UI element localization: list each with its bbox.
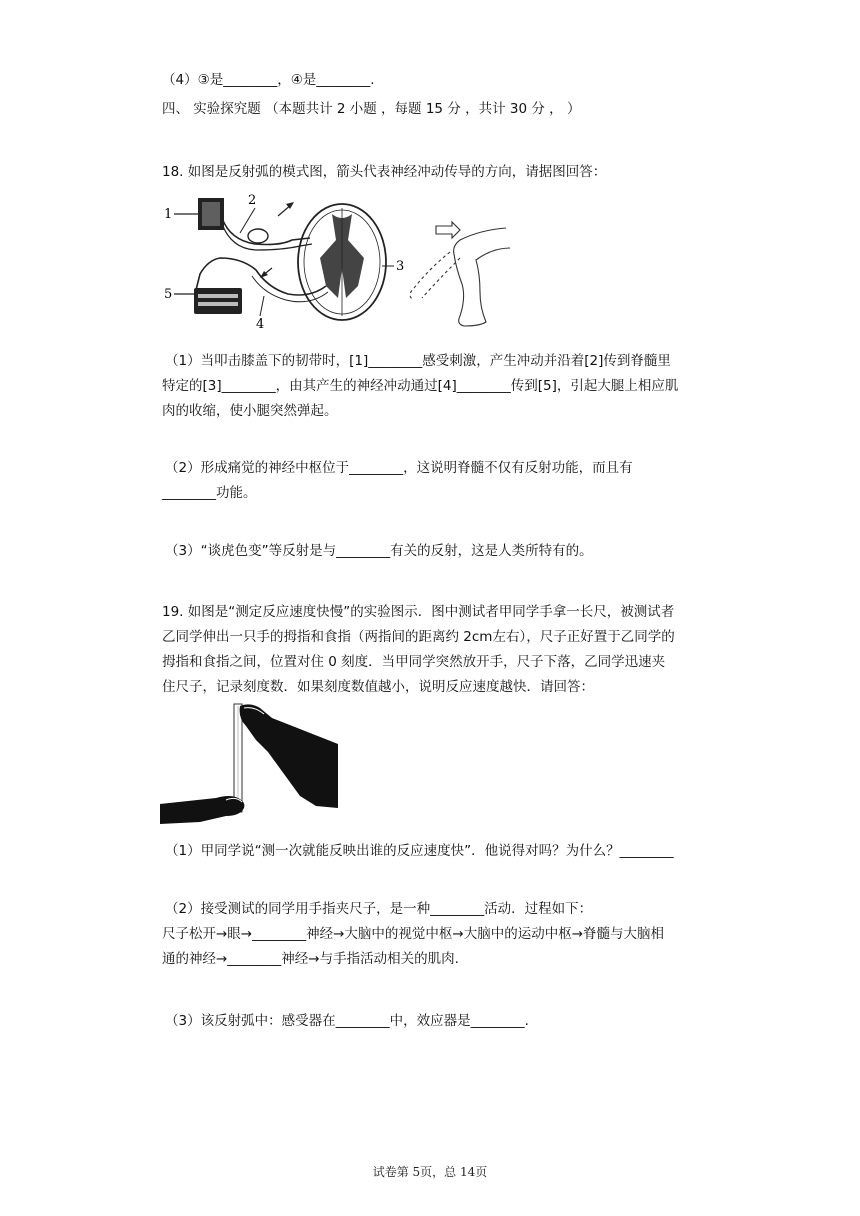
leg-sketch — [410, 222, 510, 326]
label-5: 5 — [164, 287, 173, 302]
label-2: 2 — [248, 193, 257, 208]
q18-part2-line1: （2）形成痛觉的神经中枢位于________，这说明脊髓不仅有反射功能，而且有 — [165, 460, 633, 476]
q19-stem-line1: 19. 如图是“测定反应速度快慢”的实验图示．图中测试者甲同学手拿一长尺，被测试者 — [162, 604, 675, 620]
q18-stem: 18. 如图是反射弧的模式图，箭头代表神经冲动传导的方向，请据图回答： — [162, 164, 607, 180]
reflex-arc-figure — [160, 188, 512, 334]
page-footer: 试卷第 5页，总 14页 — [372, 1165, 488, 1179]
q19-stem-line3: 拇指和食指之间，位置对住 0 刻度．当甲同学突然放开手，尺子下落，乙同学迅速夹 — [162, 654, 666, 670]
q19-part2-line1: （2）接受测试的同学用手指夹尺子，是一种________活动．过程如下： — [165, 901, 593, 917]
label-4: 4 — [256, 317, 265, 332]
q18-part1-line3: 肉的收缩，使小腿突然弹起。 — [162, 403, 338, 419]
q19-part3-line1: （3）该反射弧中：感受器在________中，效应器是________. — [165, 1013, 529, 1029]
q18-part1-line1: （1）当叩击膝盖下的韧带时，[1]________感受刺激，产生冲动并沿着[2]传到脊髓里 — [165, 353, 671, 369]
q19-stem-line2: 乙同学伸出一只手的拇指和食指（两指间的距离约 2cm左右），尺子正好置于乙同学的 — [162, 629, 675, 645]
effector-muscle — [194, 288, 242, 314]
q18-part3-line1: （3）“谈虎色变”等反射是与________有关的反射，这是人类所特有的。 — [165, 543, 593, 559]
ganglion — [248, 229, 268, 243]
q18-part1-line2: 特定的[3]________，由其产生的神经冲动通过[4]________传到[5]，引起大腿上相应肌 — [162, 378, 679, 394]
q17-item-4: （4）③是________，④是________. — [162, 72, 375, 88]
ruler-test-figure — [160, 700, 342, 826]
q19-part2-line3: 通的神经→________神经→与手指活动相关的肌肉. — [162, 951, 459, 967]
label-3: 3 — [396, 259, 405, 274]
testee-hand — [160, 796, 244, 824]
q19-stem-line4: 住尺子，记录刻度数．如果刻度数值越小，说明反应速度越快．请回答： — [162, 679, 594, 695]
q19-part2-line2: 尺子松开→眼→________神经→大脑中的视觉中枢→大脑中的运动中枢→脊髓与大脑相 — [162, 926, 665, 942]
section-4-header: 四、 实验探究题 （本题共计 2 小题 ，每题 15 分 ，共计 30 分 ， ） — [162, 101, 581, 117]
q18-part2-line2: ________功能。 — [162, 485, 257, 501]
label-1: 1 — [164, 207, 173, 222]
tester-hand — [240, 704, 338, 808]
q19-part1-line1: （1）甲同学说“测一次就能反映出谁的反应速度快”．他说得对吗？为什么？________ — [165, 843, 674, 859]
